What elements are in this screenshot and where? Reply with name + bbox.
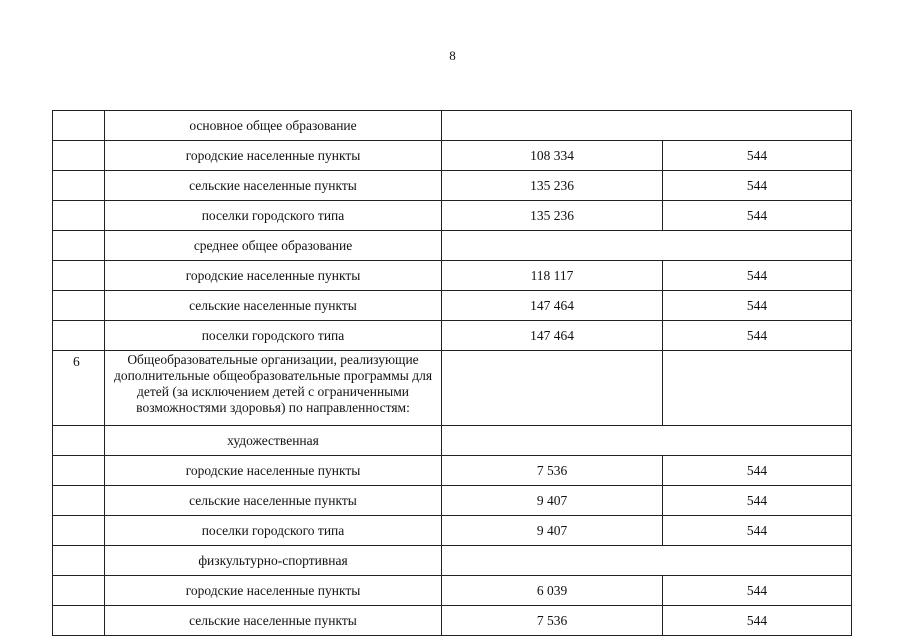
table-row [53, 606, 852, 636]
row-name-cell: поселки городского типа [105, 321, 442, 351]
row-name-cell: основное общее образование [105, 111, 442, 141]
row-number-cell [53, 456, 105, 486]
section-empty-cell [442, 426, 852, 456]
row-number-cell [53, 321, 105, 351]
row-name-cell: сельские населенные пункты [105, 486, 442, 516]
row-number-cell [53, 201, 105, 231]
table-row [53, 141, 852, 171]
row-name-cell: поселки городского типа [105, 516, 442, 546]
coefficient-value-cell: 544 [663, 171, 852, 201]
row-number-cell [53, 141, 105, 171]
table-row [53, 546, 852, 576]
row-name-cell: городские населенные пункты [105, 456, 442, 486]
row-name-cell: физкультурно-спортивная [105, 546, 442, 576]
table-row [53, 351, 852, 426]
row-name-cell: сельские населенные пункты [105, 171, 442, 201]
row-name-cell: поселки городского типа [105, 201, 442, 231]
row-number-cell [53, 486, 105, 516]
cost-value-cell [442, 351, 663, 426]
cost-value-cell: 7 536 [442, 606, 663, 636]
section-empty-cell [442, 546, 852, 576]
row-name-cell: сельские населенные пункты [105, 606, 442, 636]
row-name-cell: среднее общее образование [105, 231, 442, 261]
cost-table [52, 110, 852, 636]
coefficient-value-cell: 544 [663, 201, 852, 231]
coefficient-value-cell: 544 [663, 486, 852, 516]
table-body [53, 111, 852, 636]
coefficient-value-cell: 544 [663, 516, 852, 546]
table-row [53, 261, 852, 291]
cost-value-cell: 9 407 [442, 516, 663, 546]
cost-value-cell: 9 407 [442, 486, 663, 516]
table-row [53, 321, 852, 351]
section-empty-cell [442, 111, 852, 141]
cost-value-cell: 147 464 [442, 291, 663, 321]
coefficient-value-cell: 544 [663, 576, 852, 606]
coefficient-value-cell: 544 [663, 261, 852, 291]
coefficient-value-cell [663, 351, 852, 426]
row-number-cell [53, 171, 105, 201]
cost-value-cell: 108 334 [442, 141, 663, 171]
cost-value-cell: 118 117 [442, 261, 663, 291]
row-number-cell [53, 231, 105, 261]
row-number-cell [53, 291, 105, 321]
row-number-cell [53, 546, 105, 576]
row-number-cell: 6 [53, 351, 105, 426]
table-row [53, 456, 852, 486]
table-row [53, 426, 852, 456]
row-name-cell: сельские населенные пункты [105, 291, 442, 321]
row-name-cell: городские населенные пункты [105, 576, 442, 606]
table-row [53, 516, 852, 546]
row-number-cell [53, 606, 105, 636]
table-row [53, 231, 852, 261]
row-number-cell [53, 261, 105, 291]
row-number-cell [53, 576, 105, 606]
table-row [53, 201, 852, 231]
row-number-cell [53, 426, 105, 456]
row-name-cell: Общеобразовательные организации, реализующие дополнительные общеобразовательные программы для детей (за исключением детей с ограниченными возможностями здоровья) по направленностям: [105, 351, 442, 426]
section-empty-cell [442, 231, 852, 261]
coefficient-value-cell: 544 [663, 606, 852, 636]
table-row [53, 576, 852, 606]
coefficient-value-cell: 544 [663, 141, 852, 171]
cost-value-cell: 147 464 [442, 321, 663, 351]
page-number: 8 [449, 48, 456, 63]
row-name-cell: городские населенные пункты [105, 261, 442, 291]
coefficient-value-cell: 544 [663, 456, 852, 486]
row-number-cell [53, 111, 105, 141]
row-number-cell [53, 516, 105, 546]
cost-value-cell: 135 236 [442, 201, 663, 231]
cost-value-cell: 135 236 [442, 171, 663, 201]
coefficient-value-cell: 544 [663, 291, 852, 321]
table-row [53, 291, 852, 321]
coefficient-value-cell: 544 [663, 321, 852, 351]
row-name-cell: художественная [105, 426, 442, 456]
table-row [53, 111, 852, 141]
cost-value-cell: 7 536 [442, 456, 663, 486]
table-row [53, 171, 852, 201]
row-name-cell: городские населенные пункты [105, 141, 442, 171]
cost-value-cell: 6 039 [442, 576, 663, 606]
table-row [53, 486, 852, 516]
